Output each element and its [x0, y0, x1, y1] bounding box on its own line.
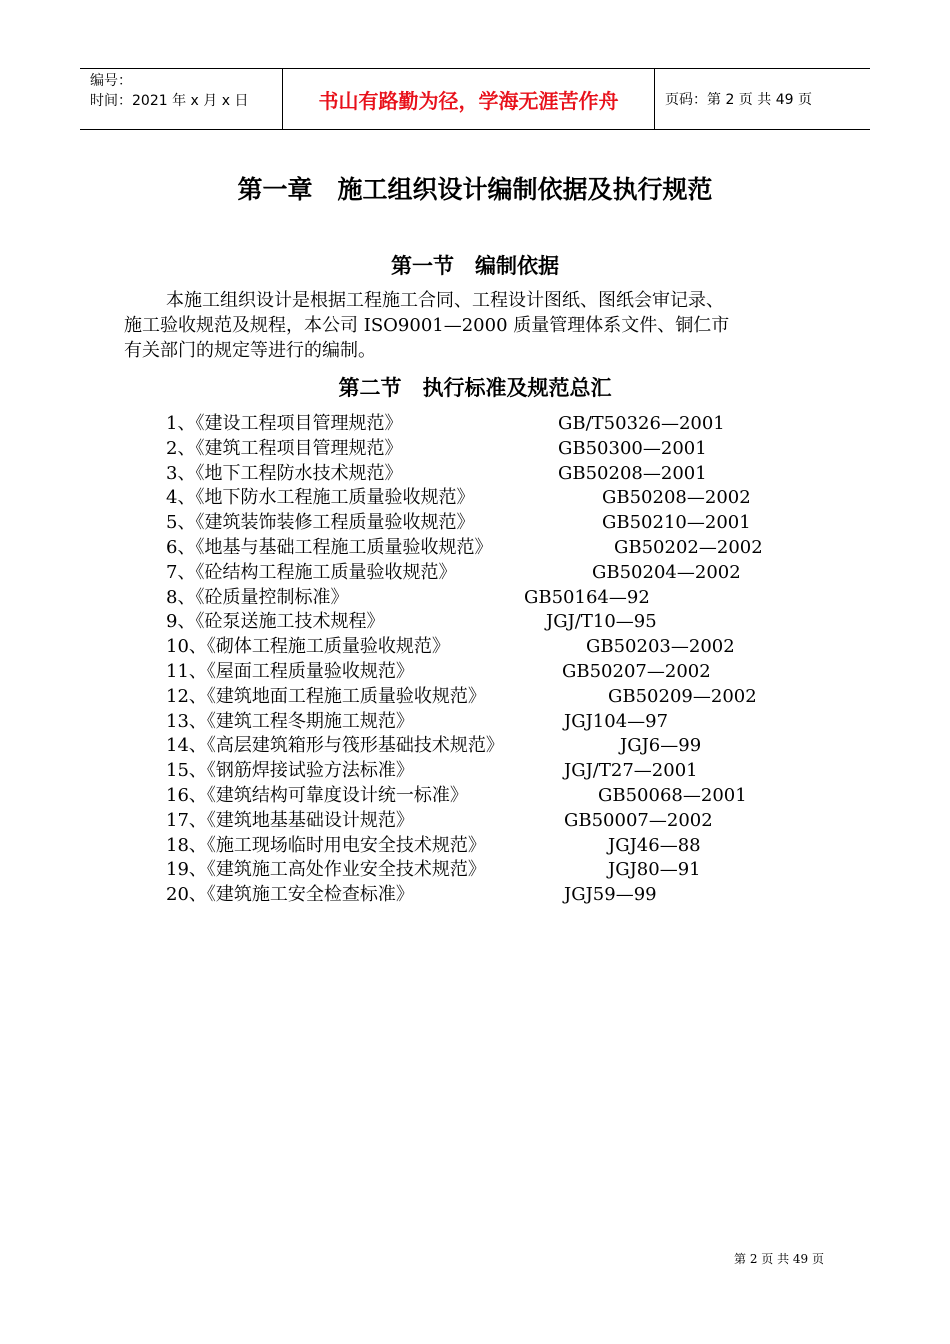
paragraph-line: 施工验收规范及规程，本公司 ISO9001—2000 质量管理体系文件、铜仁市: [124, 315, 730, 336]
standard-title: 7、《砼结构工程施工质量验收规范》: [166, 561, 457, 583]
standard-title: 17、《建筑地基基础设计规范》: [166, 809, 414, 831]
standard-item: [166, 486, 846, 511]
standard-code: GB50202—2002: [614, 536, 763, 558]
standard-title: 19、《建筑施工高处作业安全技术规范》: [166, 859, 486, 881]
standard-item: [166, 586, 846, 611]
chapter-title: 第一章 施工组织设计编制依据及执行规范: [237, 175, 713, 204]
standard-code: JGJ6—99: [620, 735, 702, 757]
standard-title: 20、《建筑施工安全检查标准》: [166, 884, 414, 906]
standard-title: 2、《建筑工程项目管理规范》: [166, 437, 403, 459]
standard-code: GB50207—2002: [562, 660, 711, 682]
standard-code: GB50068—2001: [598, 784, 747, 806]
standard-item: [166, 858, 846, 883]
standard-item: [166, 660, 846, 685]
standard-title: 6、《地基与基础工程施工质量验收规范》: [166, 536, 493, 558]
standard-code: GB50210—2001: [602, 512, 751, 534]
standard-title: 5、《建筑装饰装修工程质量验收规范》: [166, 512, 475, 534]
standard-item: [166, 536, 846, 561]
standard-item: [166, 784, 846, 809]
standard-code: GB50007—2002: [564, 809, 713, 831]
standard-code: JGJ104—97: [564, 710, 669, 732]
standard-code: GB50204—2002: [592, 561, 741, 583]
section2-title: 第二节 执行标准及规范总汇: [338, 376, 612, 400]
standard-title: 16、《建筑结构可靠度设计统一标准》: [166, 784, 468, 806]
standard-item: [166, 809, 846, 834]
standard-item: [166, 462, 846, 487]
standard-item: [166, 834, 846, 859]
standard-item: [166, 759, 846, 784]
standard-code: JGJ/T27—2001: [564, 760, 698, 782]
standard-item: [166, 635, 846, 660]
standard-item: [166, 685, 846, 710]
footer-page-number: 第 2 页 共 49 页: [734, 1252, 824, 1266]
section1-title: 第一节 编制依据: [391, 254, 559, 278]
standard-code: GB/T50326—2001: [558, 413, 725, 434]
standard-item: [166, 734, 846, 759]
header-page-info: 页码：第 2 页 共 49 页: [665, 92, 812, 108]
standard-code: GB50209—2002: [608, 685, 757, 707]
standard-title: 8、《砼质量控制标准》: [166, 586, 349, 608]
standard-code: JGJ/T10—95: [546, 611, 657, 633]
standard-title: 1、《建设工程项目管理规范》: [166, 413, 403, 434]
standard-item: [166, 437, 846, 462]
standard-title: 13、《建筑工程冬期施工规范》: [166, 710, 414, 732]
paragraph-line: 本施工组织设计是根据工程施工合同、工程设计图纸、图纸会审记录、: [166, 290, 724, 311]
standard-title: 9、《砼泵送施工技术规程》: [166, 611, 385, 633]
page-header: [80, 68, 870, 130]
standard-item: [166, 511, 846, 536]
standard-code: GB50203—2002: [586, 636, 735, 658]
paragraph-line: 有关部门的规定等进行的编制。: [124, 340, 376, 361]
standard-code: JGJ59—99: [564, 884, 657, 906]
header-meta: [80, 69, 282, 129]
standard-item: [166, 883, 846, 908]
standard-title: 12、《建筑地面工程施工质量验收规范》: [166, 685, 486, 707]
standard-item: [166, 610, 846, 635]
standard-code: GB50208—2001: [558, 462, 707, 484]
standard-title: 15、《钢筋焊接试验方法标准》: [166, 760, 414, 782]
header-time: 时间：2021 年 x 月 x 日: [90, 93, 249, 109]
standard-title: 11、《屋面工程质量验收规范》: [166, 660, 414, 682]
header-motto: 书山有路勤为径，学海无涯苦作舟: [282, 69, 655, 129]
standards-list: [166, 412, 846, 908]
standard-code: JGJ46—88: [608, 834, 701, 856]
standard-title: 4、《地下防水工程施工质量验收规范》: [166, 487, 475, 509]
standard-item: [166, 710, 846, 735]
header-number: 编号：: [90, 73, 132, 89]
standard-item: [166, 561, 846, 586]
standard-code: GB50164—92: [524, 586, 650, 608]
standard-title: 14、《高层建筑箱形与筏形基础技术规范》: [166, 735, 504, 757]
section1-paragraph: [124, 288, 844, 363]
standard-code: JGJ80—91: [608, 859, 701, 881]
standard-code: GB50300—2001: [558, 437, 707, 459]
standard-item: [166, 412, 846, 437]
standard-title: 10、《砌体工程施工质量验收规范》: [166, 636, 450, 658]
standard-title: 18、《施工现场临时用电安全技术规范》: [166, 834, 486, 856]
standard-code: GB50208—2002: [602, 487, 751, 509]
standard-title: 3、《地下工程防水技术规范》: [166, 462, 403, 484]
